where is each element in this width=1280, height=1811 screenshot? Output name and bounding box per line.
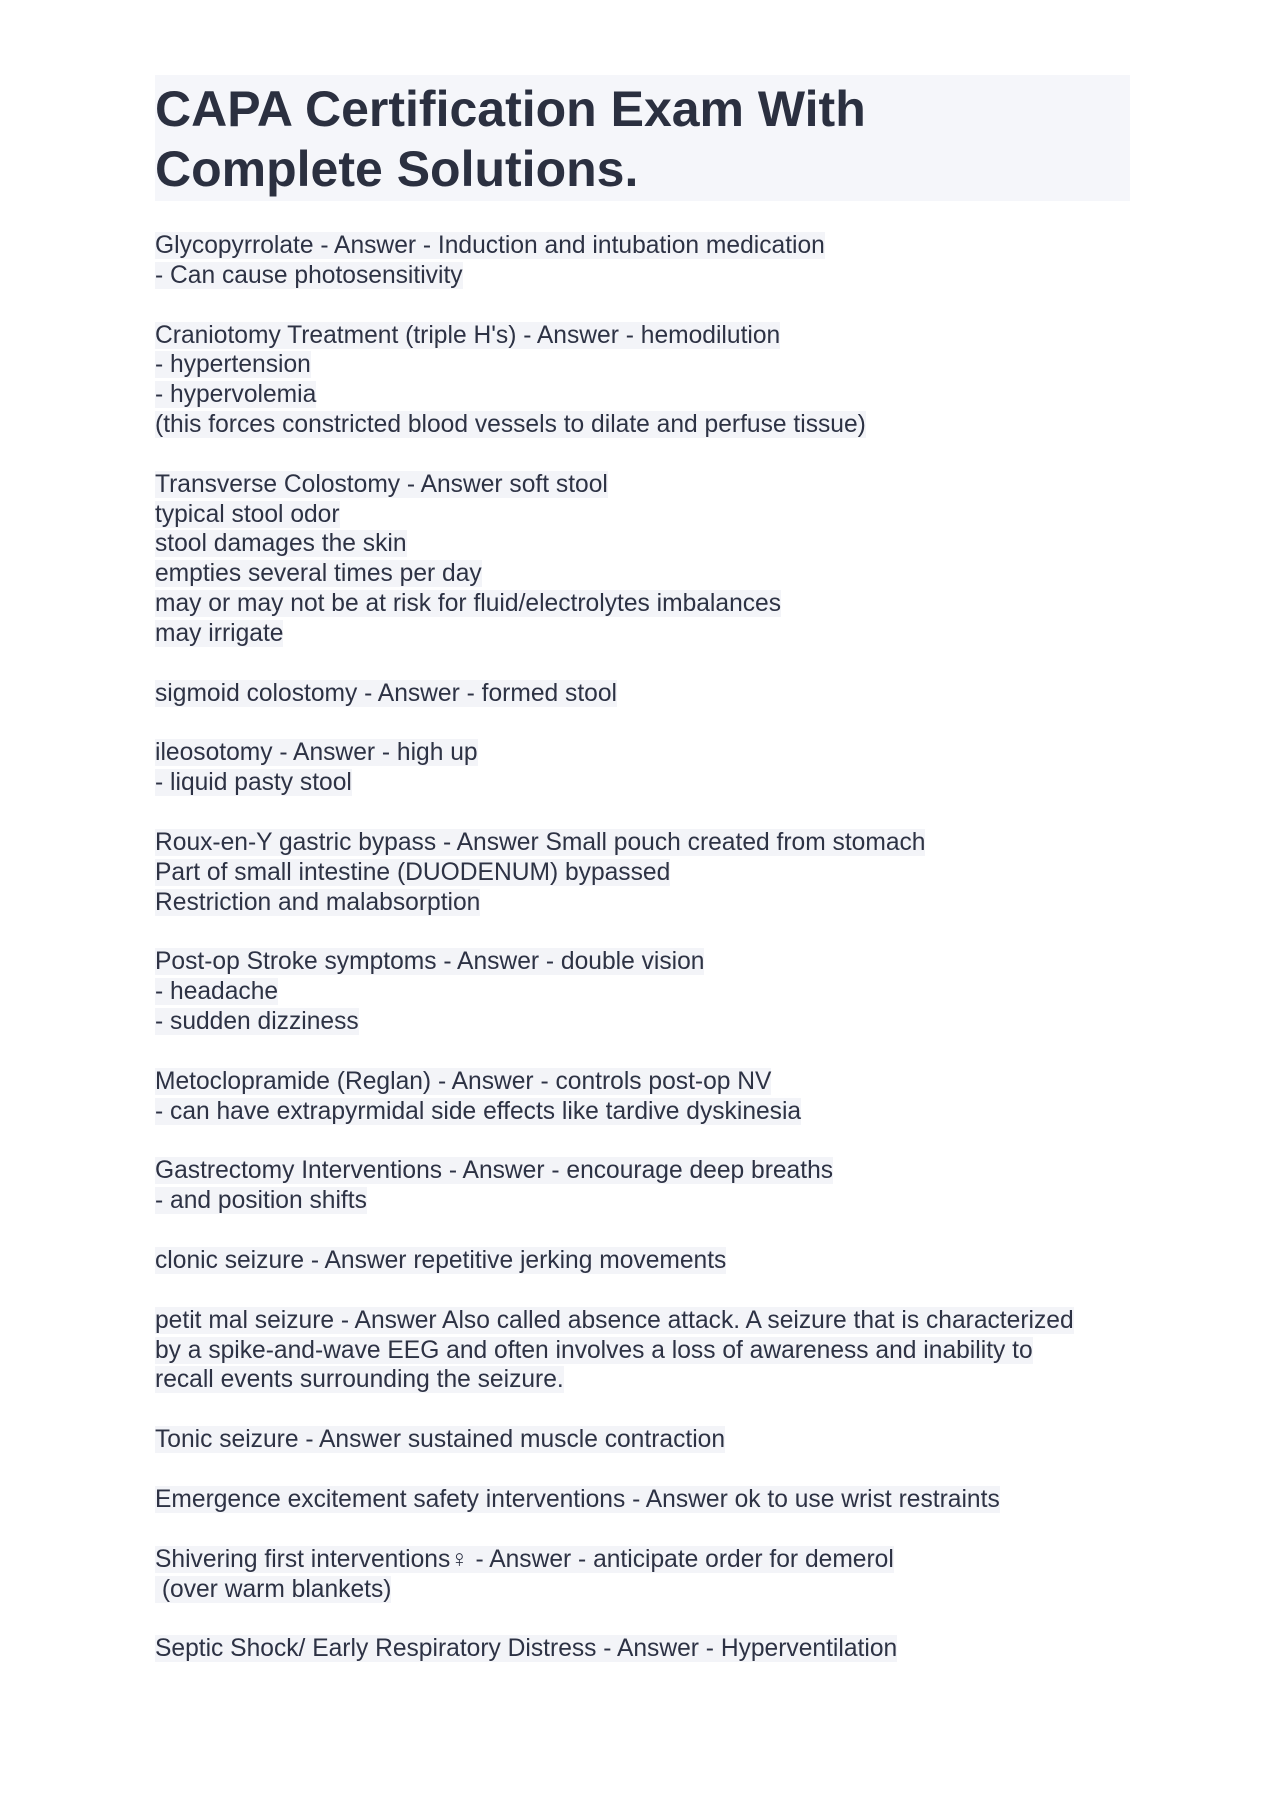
qa-entry-line-text: Septic Shock/ Early Respiratory Distress - Answer - Hyperventilation	[155, 1635, 898, 1663]
qa-entry-question-line	[155, 947, 1130, 977]
title-line-1: CAPA Certification Exam With	[155, 81, 866, 137]
qa-entry-line-text: - headache	[155, 978, 279, 1006]
qa-entry	[155, 1485, 1130, 1515]
qa-entry-line-text: - Can cause photosensitivity	[155, 261, 463, 289]
qa-entry-question-line	[155, 679, 1130, 709]
qa-entry-line-text: Shivering first interventions♀ - Answer - anticipate order for demerol	[155, 1545, 894, 1573]
qa-entry-answer-line	[155, 1007, 1130, 1037]
qa-entry	[155, 321, 1130, 440]
qa-entry-answer-line	[155, 559, 1130, 589]
qa-entry	[155, 679, 1130, 709]
qa-entry-question-line	[155, 1306, 1130, 1336]
qa-entry-line-text: Glycopyrrolate - Answer - Induction and intubation medication	[155, 232, 825, 259]
qa-entry	[155, 1545, 1130, 1605]
qa-entry-line-text: may irrigate	[155, 619, 284, 647]
qa-entry-question-line	[155, 1156, 1130, 1186]
qa-entry-line-text: Post-op Stroke symptoms - Answer - double vision	[155, 948, 705, 976]
qa-entry-answer-line	[155, 589, 1130, 619]
qa-entry	[155, 1634, 1130, 1664]
qa-entry-line-text: petit mal seizure - Answer Also called absence attack. A seizure that is characterized	[155, 1306, 1074, 1334]
qa-entry-line-text: recall events surrounding the seizure.	[155, 1366, 564, 1394]
qa-entry-line-text: Metoclopramide (Reglan) - Answer - controls post-op NV	[155, 1067, 772, 1095]
qa-entry-line-text: empties several times per day	[155, 560, 482, 588]
qa-entry	[155, 1306, 1130, 1395]
qa-entry	[155, 231, 1130, 291]
qa-entry-question-line	[155, 1485, 1130, 1515]
qa-entry-answer-line	[155, 1336, 1130, 1366]
document-title	[155, 79, 1130, 199]
qa-entry-line-text: - and position shifts	[155, 1187, 367, 1215]
qa-entry-line-text: Gastrectomy Interventions - Answer - encourage deep breaths	[155, 1157, 834, 1185]
qa-entry-answer-line	[155, 768, 1130, 798]
qa-entry-question-line	[155, 1246, 1130, 1276]
qa-entry-line-text: ileosotomy - Answer - high up	[155, 739, 478, 767]
qa-entry-answer-line	[155, 529, 1130, 559]
qa-entry-line-text: stool damages the skin	[155, 530, 407, 558]
qa-entry-list	[155, 231, 1130, 1664]
qa-entry-question-line	[155, 321, 1130, 351]
qa-entry-line-text: Transverse Colostomy - Answer soft stool	[155, 470, 608, 498]
qa-entry	[155, 947, 1130, 1036]
qa-entry-question-line	[155, 1634, 1130, 1664]
qa-entry-answer-line	[155, 261, 1130, 291]
qa-entry-answer-line	[155, 977, 1130, 1007]
qa-entry-answer-line	[155, 1575, 1130, 1605]
qa-entry-line-text: (this forces constricted blood vessels to dilate and perfuse tissue)	[155, 410, 866, 438]
qa-entry-line-text: Part of small intestine (DUODENUM) bypassed	[155, 858, 671, 886]
qa-entry-line-text: by a spike-and-wave EEG and often involves a loss of awareness and inability to	[155, 1336, 1033, 1364]
qa-entry-answer-line	[155, 858, 1130, 888]
qa-entry	[155, 738, 1130, 798]
qa-entry-line-text: clonic seizure - Answer repetitive jerking movements	[155, 1246, 727, 1274]
qa-entry-line-text: sigmoid colostomy - Answer - formed stool	[155, 679, 617, 707]
qa-entry-line-text: - liquid pasty stool	[155, 769, 352, 797]
qa-entry-answer-line	[155, 410, 1130, 440]
qa-entry-question-line	[155, 1545, 1130, 1575]
qa-entry-line-text: Tonic seizure - Answer sustained muscle contraction	[155, 1426, 726, 1454]
qa-entry-answer-line	[155, 1097, 1130, 1127]
qa-entry	[155, 1425, 1130, 1455]
qa-entry-line-text: Craniotomy Treatment (triple H's) - Answer - hemodilution	[155, 321, 781, 349]
qa-entry	[155, 1067, 1130, 1127]
qa-entry-question-line	[155, 470, 1130, 500]
qa-entry-question-line	[155, 231, 1130, 261]
title-block	[155, 75, 1130, 201]
qa-entry-answer-line	[155, 1186, 1130, 1216]
qa-entry-answer-line	[155, 500, 1130, 530]
qa-entry-question-line	[155, 1425, 1130, 1455]
qa-entry-question-line	[155, 738, 1130, 768]
qa-entry-line-text: Emergence excitement safety interventions - Answer ok to use wrist restraints	[155, 1485, 1000, 1513]
qa-entry	[155, 470, 1130, 649]
qa-entry-line-text: - hypervolemia	[155, 381, 317, 409]
qa-entry-line-text: Roux-en-Y gastric bypass - Answer Small pouch created from stomach	[155, 828, 926, 856]
qa-entry-line-text: (over warm blankets)	[155, 1575, 392, 1603]
qa-entry-answer-line	[155, 350, 1130, 380]
qa-entry-answer-line	[155, 619, 1130, 649]
qa-entry	[155, 828, 1130, 917]
qa-entry-answer-line	[155, 888, 1130, 918]
qa-entry-line-text: typical stool odor	[155, 500, 340, 528]
qa-entry-answer-line	[155, 380, 1130, 410]
qa-entry	[155, 1246, 1130, 1276]
qa-entry-line-text: Restriction and malabsorption	[155, 888, 481, 916]
qa-entry-line-text: - can have extrapyrmidal side effects like tardive dyskinesia	[155, 1097, 802, 1125]
qa-entry-line-text: - sudden dizziness	[155, 1007, 359, 1035]
title-line-2: Complete Solutions.	[155, 141, 639, 197]
qa-entry-answer-line	[155, 1365, 1130, 1395]
qa-entry-line-text: - hypertension	[155, 351, 311, 379]
qa-entry-question-line	[155, 828, 1130, 858]
qa-entry-line-text: may or may not be at risk for fluid/electrolytes imbalances	[155, 589, 782, 617]
qa-entry	[155, 1156, 1130, 1216]
document-page	[155, 75, 1130, 1694]
qa-entry-question-line	[155, 1067, 1130, 1097]
